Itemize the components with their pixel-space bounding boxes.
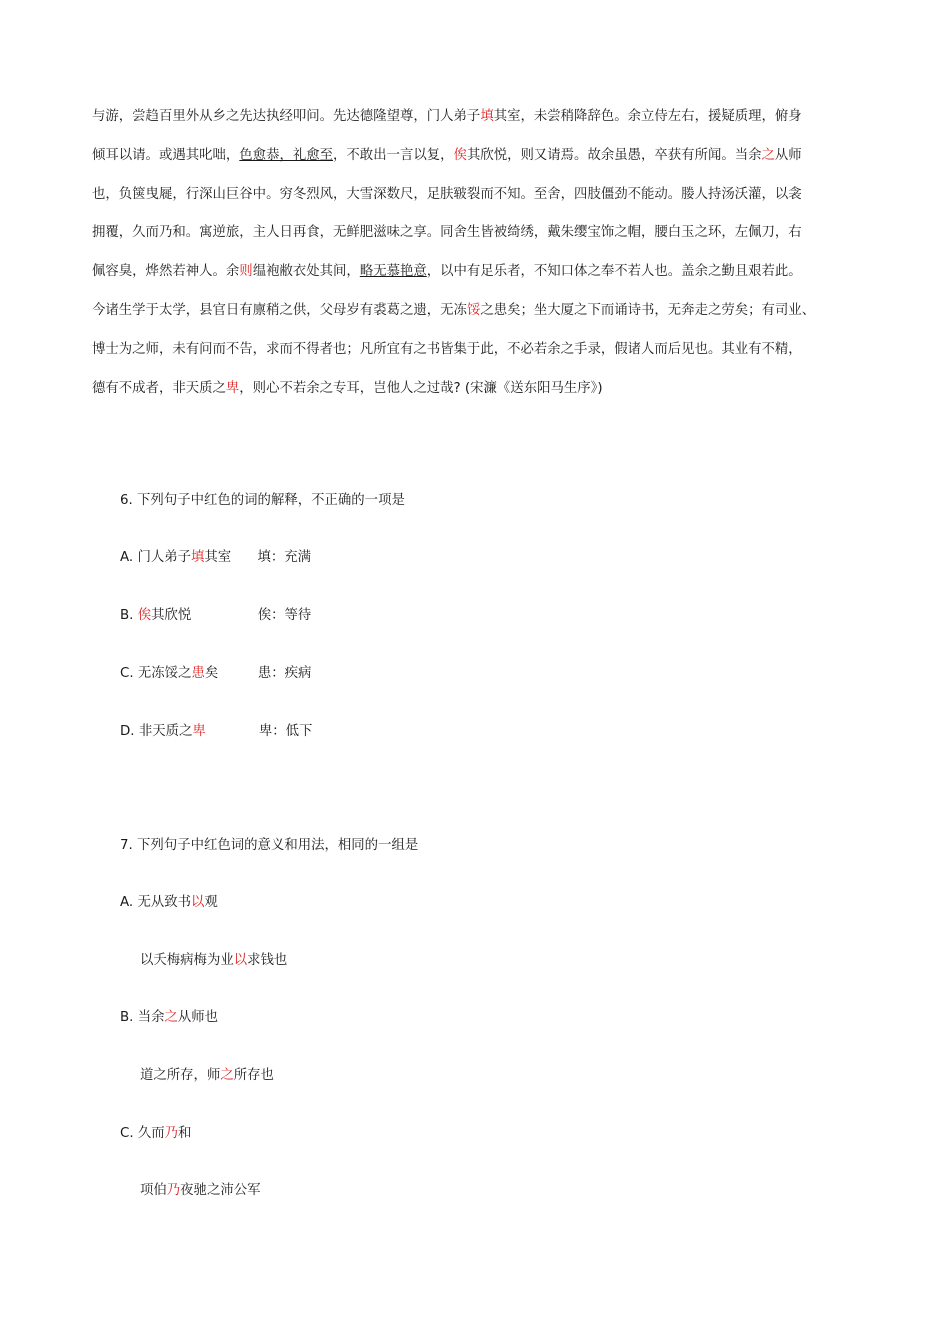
option-text: 非天质之 xyxy=(138,724,193,739)
passage-keyword: 馁 xyxy=(466,302,481,318)
passage-text: 其欣悦，则又请焉。故余虽愚，卒获有所闻。当余 xyxy=(466,147,762,163)
passage-underlined-phrase: 略无慕艳意 xyxy=(359,264,427,280)
option-text: 和 xyxy=(178,1126,192,1141)
option-keyword: 以 xyxy=(233,953,248,968)
question-7-stem xyxy=(120,834,418,853)
passage-keyword: 则 xyxy=(239,264,253,280)
option-gloss: 患：疾病 xyxy=(257,666,312,681)
passage-text: 拥覆，久而乃和。寓逆旅，主人日再食，无鲜肥滋味之享。同舍生皆被绮绣，戴朱缨宝饰之帽，腰白玉之环，左佩刀，右 xyxy=(92,225,802,241)
option-keyword: 之 xyxy=(164,1010,178,1025)
passage-text: 倾耳以请。或遇其叱咄， xyxy=(92,147,240,163)
option-text: 当余 xyxy=(137,1010,165,1025)
q7-option-b-second-sentence xyxy=(140,1064,274,1083)
option-gloss: 填：充满 xyxy=(257,550,312,565)
option-label: C. xyxy=(120,1126,134,1141)
option-text: 无冻馁之 xyxy=(137,666,192,681)
option-example xyxy=(137,546,257,565)
passage-line xyxy=(92,176,882,215)
passage-keyword: 俟 xyxy=(453,147,467,163)
passage-text: ，以中有足乐者，不知口体之奉不若人也。盖余之勤且艰若此。 xyxy=(426,264,802,280)
passage-text: ) xyxy=(597,380,603,396)
option-keyword: 填 xyxy=(191,550,205,565)
q6-option-b xyxy=(120,604,311,623)
option-keyword: 患 xyxy=(191,666,205,681)
passage-text: 今诸生学于太学，县官日有廪稍之供，父母岁有裘葛之遗，无冻 xyxy=(92,302,467,318)
option-text: 矣 xyxy=(204,666,219,681)
question-6-stem xyxy=(120,489,405,508)
passage-line xyxy=(92,253,882,292)
passage-line xyxy=(92,370,882,409)
passage-text: 与游，尝趋百里外从乡之先达执经叩问。先达德隆望尊，门人弟子 xyxy=(92,109,481,124)
option-label: A. xyxy=(120,550,134,565)
question-number: 7. xyxy=(120,838,133,853)
q7-option-a-second-sentence xyxy=(140,949,287,968)
option-keyword: 之 xyxy=(220,1068,234,1083)
q7-option-a xyxy=(120,891,218,910)
passage-line xyxy=(92,331,882,370)
passage-text: 从师 xyxy=(774,147,802,163)
passage-keyword: 卑 xyxy=(225,380,240,396)
question-text: 下列句子中红色的词的解释，不正确的一项是 xyxy=(137,493,405,508)
passage-line xyxy=(92,292,882,331)
option-text: 观 xyxy=(204,895,218,910)
option-label: A. xyxy=(120,895,134,910)
passage-line xyxy=(92,137,882,176)
passage-text: 宋濂《送东阳马生序》 xyxy=(470,380,598,396)
question-text: 下列句子中红色词的意义和用法，相同的一组是 xyxy=(137,838,419,853)
option-text: 所存也 xyxy=(233,1068,274,1083)
passage-text: ? ( xyxy=(453,380,471,396)
option-text: 其欣悦 xyxy=(151,608,192,623)
option-text: 求钱也 xyxy=(247,953,288,968)
passage-text: ，则心不若余之专耳，岂他人之过哉 xyxy=(239,380,454,396)
option-text: 其室 xyxy=(204,550,232,565)
option-keyword: 乃 xyxy=(164,1126,179,1141)
option-keyword: 俟 xyxy=(137,608,152,623)
passage-underlined-phrase: 色愈恭，礼愈至 xyxy=(239,147,334,163)
passage xyxy=(92,98,882,408)
option-text: 夜驰之沛公军 xyxy=(180,1183,261,1198)
option-text: 道之所存，师 xyxy=(140,1068,221,1083)
question-number: 6. xyxy=(120,493,133,508)
option-text: 门人弟子 xyxy=(137,550,192,565)
option-example xyxy=(138,604,258,623)
option-text: 从师也 xyxy=(177,1010,219,1025)
option-text: 以夭梅病梅为业 xyxy=(140,953,234,968)
option-label: B. xyxy=(120,1010,134,1025)
option-keyword: 卑 xyxy=(192,724,206,739)
option-label: B. xyxy=(120,608,134,623)
q7-option-c xyxy=(120,1122,191,1141)
option-example xyxy=(139,720,259,739)
passage-keyword: 之 xyxy=(761,147,775,163)
passage-text: 佩容臭，烨然若神人。余 xyxy=(92,264,240,280)
passage-text: 之患矣；坐大厦之下而诵诗书，无奔走之劳矣；有司业、 xyxy=(480,302,816,318)
passage-keyword: 填 xyxy=(480,109,494,124)
option-text: 久而 xyxy=(137,1126,165,1141)
q6-option-c xyxy=(120,662,311,681)
passage-text: 也，负箧曳屣，行深山巨谷中。穷冬烈风，大雪深数尺，足肤皲裂而不知。至舍，四肢僵劲不能动。媵人持汤沃灌，以衾 xyxy=(92,186,802,202)
option-keyword: 以 xyxy=(191,895,205,910)
option-gloss: 俟：等待 xyxy=(257,608,312,623)
option-text: 无从致书 xyxy=(137,895,192,910)
option-label: D. xyxy=(120,724,135,739)
q7-option-c-second-sentence xyxy=(140,1179,261,1198)
passage-line xyxy=(92,98,882,137)
passage-text: 其室，未尝稍降辞色。余立侍左右，援疑质理，俯身 xyxy=(493,109,802,124)
passage-text: ，不敢出一言以复， xyxy=(333,147,454,163)
passage-text: 博士为之师，未有问而不告，求而不得者也；凡所宜有之书皆集于此，不必若余之手录，假诸人而后见也。其业有不精， xyxy=(92,341,802,357)
q6-option-a xyxy=(120,546,311,565)
q7-option-b xyxy=(120,1006,218,1025)
passage-text: 德有不成者，非天质之 xyxy=(92,380,226,396)
option-label: C. xyxy=(120,666,134,681)
option-text: 项伯 xyxy=(140,1183,167,1198)
q6-option-d xyxy=(120,720,312,739)
option-gloss: 卑：低下 xyxy=(258,724,313,739)
option-keyword: 乃 xyxy=(166,1183,181,1198)
passage-text: 缊袍敝衣处其间， xyxy=(252,264,360,280)
option-example xyxy=(138,662,258,681)
passage-line xyxy=(92,214,882,253)
